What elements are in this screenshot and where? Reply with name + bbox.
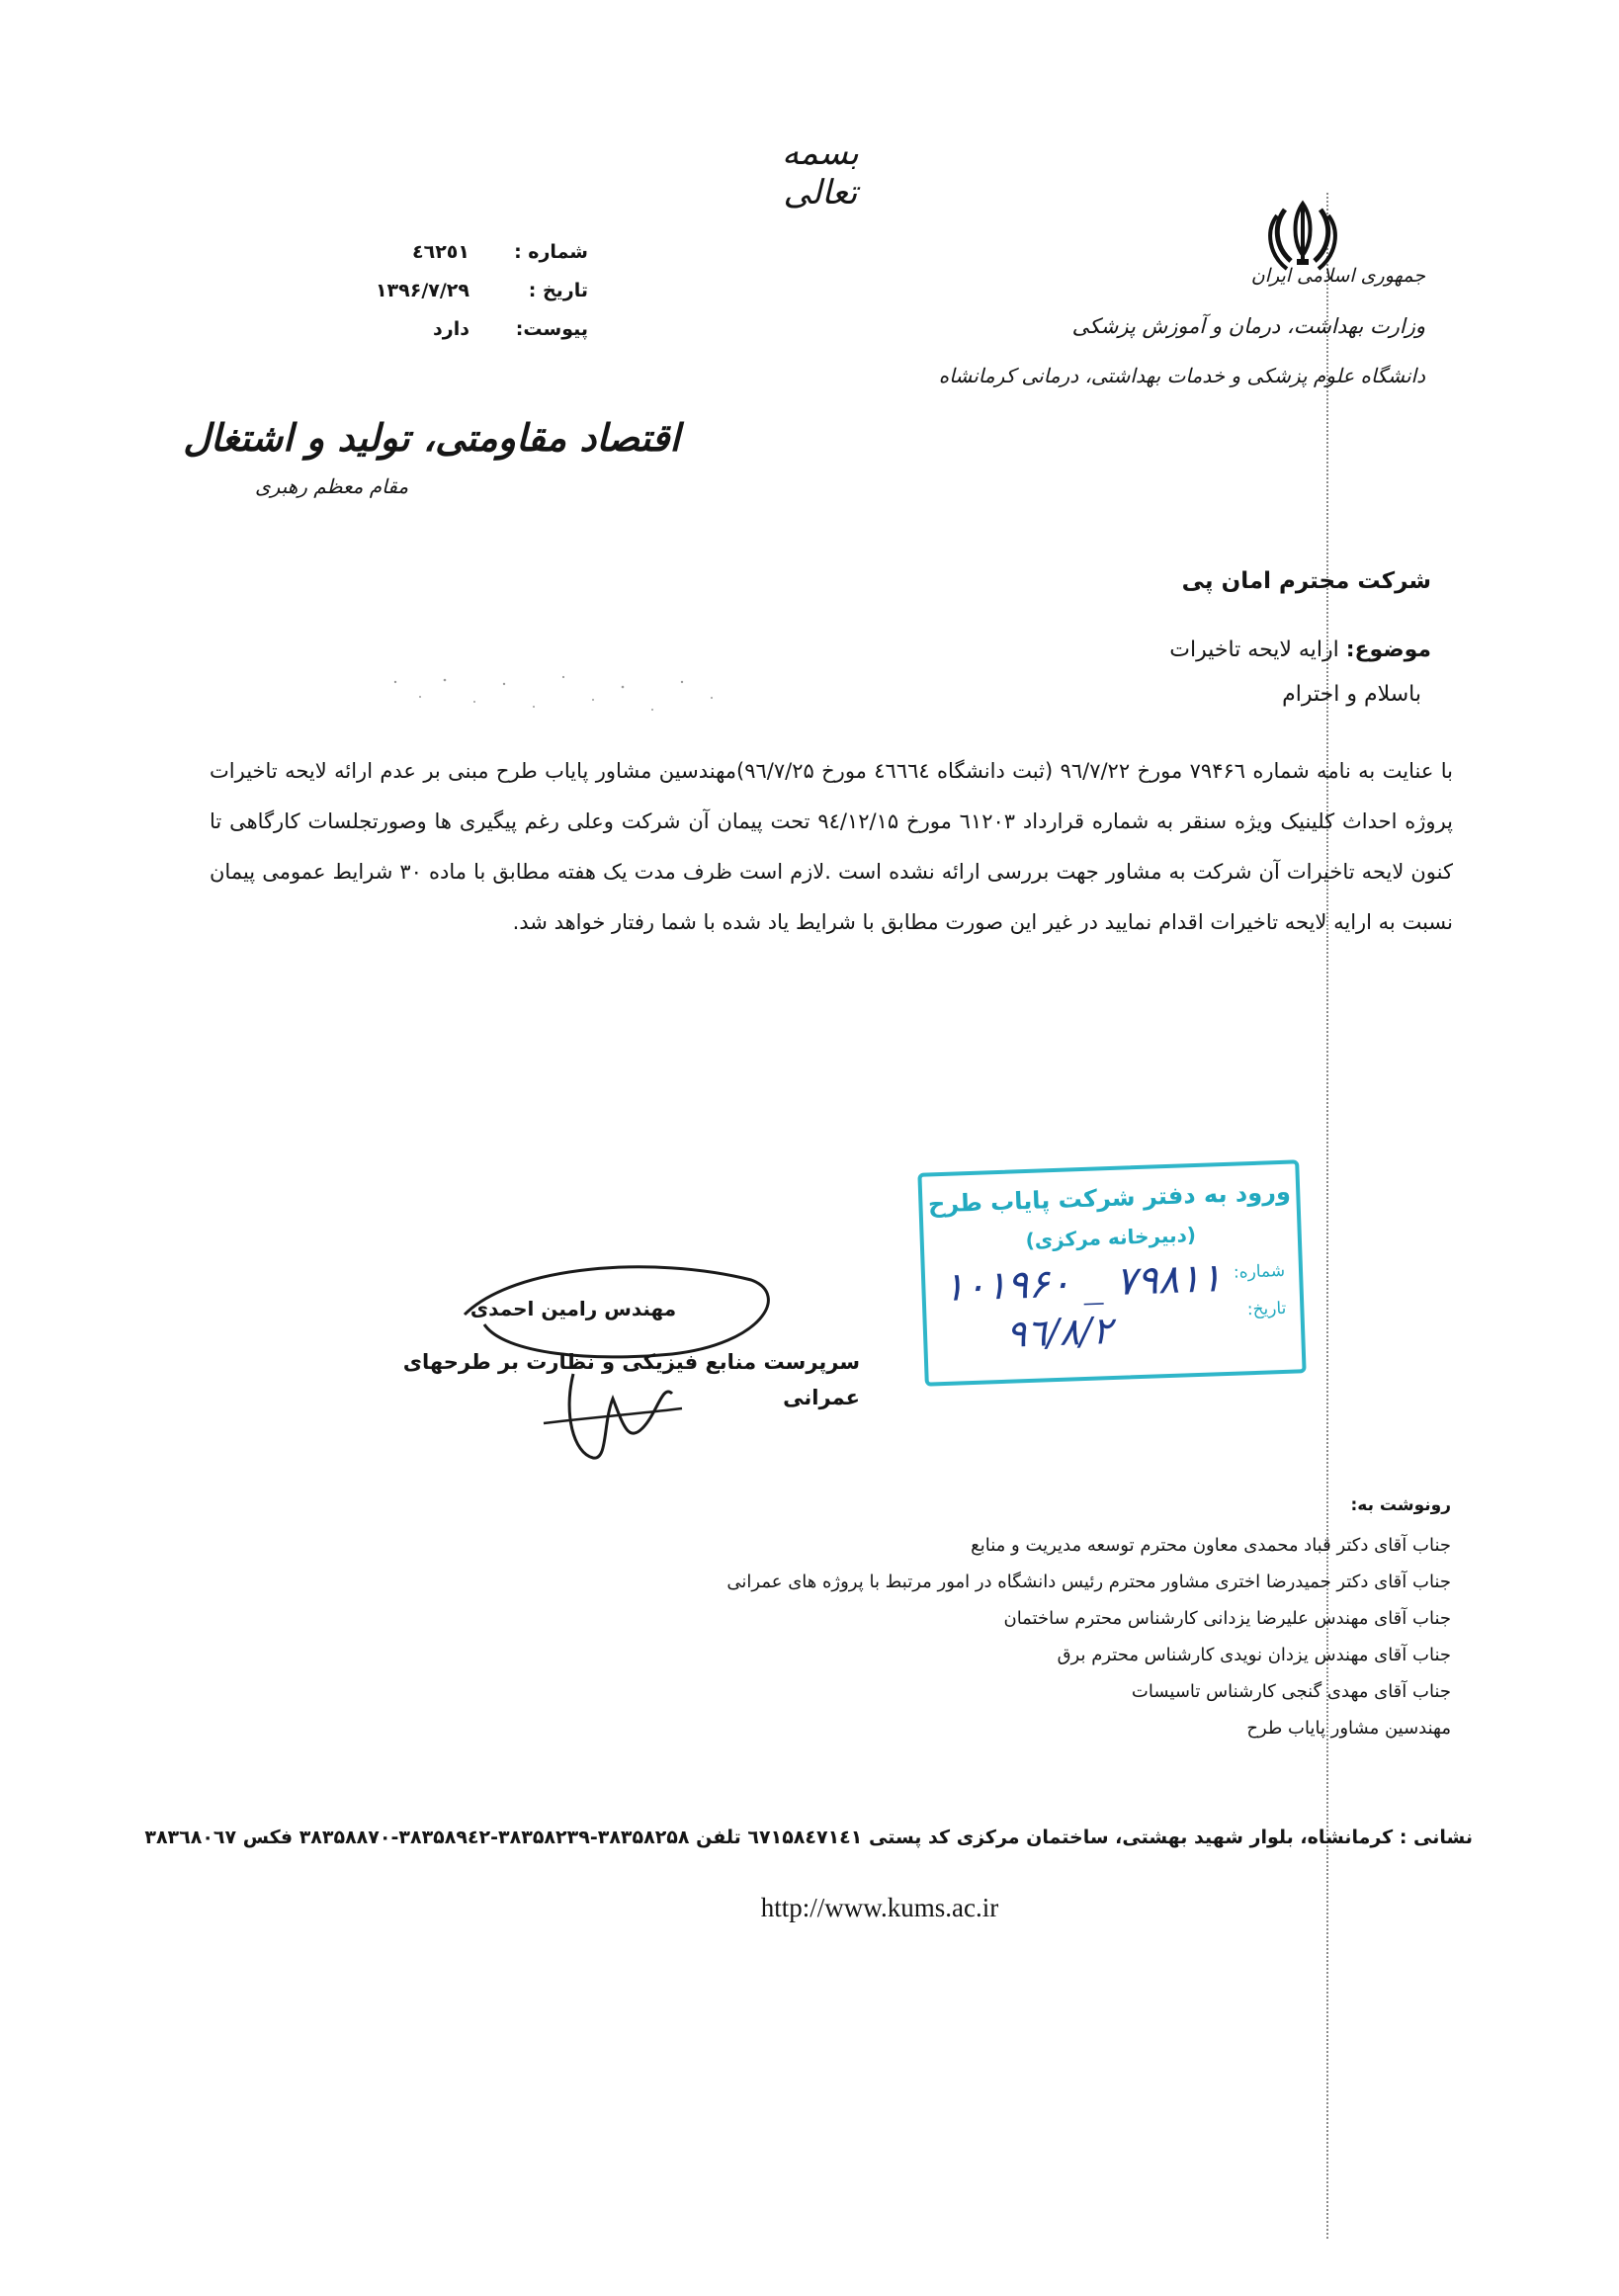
cc-item: جناب آقای مهدی گنجی کارشناس تاسیسات — [1131, 1681, 1451, 1702]
greeting: باسلام و احترام — [1282, 682, 1421, 707]
meta-number-value: ٤٦٢٥١ — [412, 240, 469, 263]
scan-noise — [366, 662, 761, 722]
stamp-subtitle: (دبیرخانه مرکزی) — [1025, 1223, 1197, 1253]
meta-date-value: ۱۳۹۶/۷/۲۹ — [375, 279, 469, 301]
recipient: شرکت محترم امان پی — [1181, 568, 1431, 594]
cc-item: جناب آقای دکتر حمیدرضا اختری مشاور محترم رئیس دانشگاه در امور مرتبط با پروژه های عمرانی — [726, 1572, 1451, 1592]
subject-text: ارایه لایحه تاخیرات — [1169, 638, 1339, 662]
slogan: اقتصاد مقاومتی، تولید و اشتغال — [183, 415, 680, 460]
org-line-3: دانشگاه علوم پزشکی و خدمات بهداشتی، درمانی کرمانشاه — [938, 364, 1425, 387]
cc-list — [463, 1527, 1451, 1746]
subject-line — [1169, 638, 1431, 662]
cc-item: جناب آقای دکتر قباد محمدی معاون محترم توسعه مدیریت و منابع — [971, 1535, 1451, 1556]
meta-number-label: شماره : — [514, 240, 588, 263]
signer-position: سرپرست منابع فیزیکی و نظارت بر طرحهای عمرانی — [402, 1350, 860, 1409]
stamp-date: ۹٦/۸/۲ — [1005, 1309, 1114, 1356]
footer-address: نشانی : کرمانشاه، بلوار شهید بهشتی، ساختمان مرکزی کد پستی ٦۷۱۵۸٤۷۱٤۱ تلفن ۳۸۳۵۸۲۵۸-۳۸۳۵۸۲۳۹-۳۸۳۵۸۹٤۲-۳۸۳۵۸۸۷۰ فکس ۳۸۳٦۸۰٦۷ — [144, 1827, 1473, 1848]
cc-item: جناب آقای مهندس یزدان نویدی کارشناس محترم برق — [1057, 1645, 1451, 1665]
meta-attachment-label: پیوست: — [515, 317, 588, 340]
signer-name: مهندس رامین احمدی — [469, 1297, 677, 1320]
meta-number-row — [351, 232, 588, 271]
meta-date-label: تاریخ : — [528, 279, 588, 301]
footer-website[interactable]: http://www.kums.ac.ir — [760, 1893, 999, 1922]
cc-item: مهندسین مشاور پایاب طرح — [1246, 1718, 1451, 1739]
stamp-number: ۱۰۱۹۶۰ _ ۷۹۸۱۱ — [942, 1255, 1223, 1311]
stamp-number-label: شماره: — [1233, 1260, 1286, 1283]
meta-attachment-row — [351, 309, 588, 348]
org-line-1: جمهوری اسلامی ایران — [1250, 265, 1425, 287]
org-line-2: وزارت بهداشت، درمان و آموزش پزشکی — [1071, 314, 1425, 338]
bismillah: بسمه تعالی — [782, 133, 859, 213]
margin-rule — [1326, 193, 1328, 2239]
letter-meta — [351, 232, 588, 348]
cc-item: جناب آقای مهندس علیرضا یزدانی کارشناس محترم ساختمان — [1003, 1608, 1451, 1629]
meta-attachment-value: دارد — [433, 317, 469, 340]
cc-heading: رونوشت به: — [1350, 1495, 1451, 1515]
subject-label: موضوع: — [1345, 638, 1431, 662]
slogan-block — [183, 415, 710, 534]
letter-body: با عنایت به نامه شماره ۷۹۴۶٦ مورخ ۹٦/۷/۲۲ (ثبت دانشگاه ٤٦٦٦٤ مورخ ۹٦/۷/۲۵)مهندسین مشاور پایاب طرح مبنی بر عدم ارائه لایحه تاخیرات پروژه احداث کلینیک ویژه سنقر به شماره قرارداد ٦۱۲۰۳ مورخ ۹٤/۱۲/۱۵ تحت پیمان آن شرکت وعلی رغم پیگیری ها وصورتجلسات کارگاهی تا کنون لایحه تاخیرات آن شرکت به مشاور جهت بررسی ارائه نشده است .لازم است ظرف مدت یک هفته مطابق با ماده ۳۰ شرایط عمومی پیمان نسبت به ارایه لایحه تاخیرات اقدام نمایید در غیر این صورت مطابق با شرایط یاد شده با شما رفتار خواهد شد. — [210, 759, 1453, 934]
meta-date-row — [351, 271, 588, 309]
receipt-stamp — [917, 1159, 1306, 1386]
stamp-title: ورود به دفتر شرکت پایاب طرح — [927, 1177, 1292, 1219]
stamp-date-label: تاریخ: — [1246, 1298, 1287, 1320]
slogan-attribution: مقام معظم رهبری — [255, 474, 409, 498]
